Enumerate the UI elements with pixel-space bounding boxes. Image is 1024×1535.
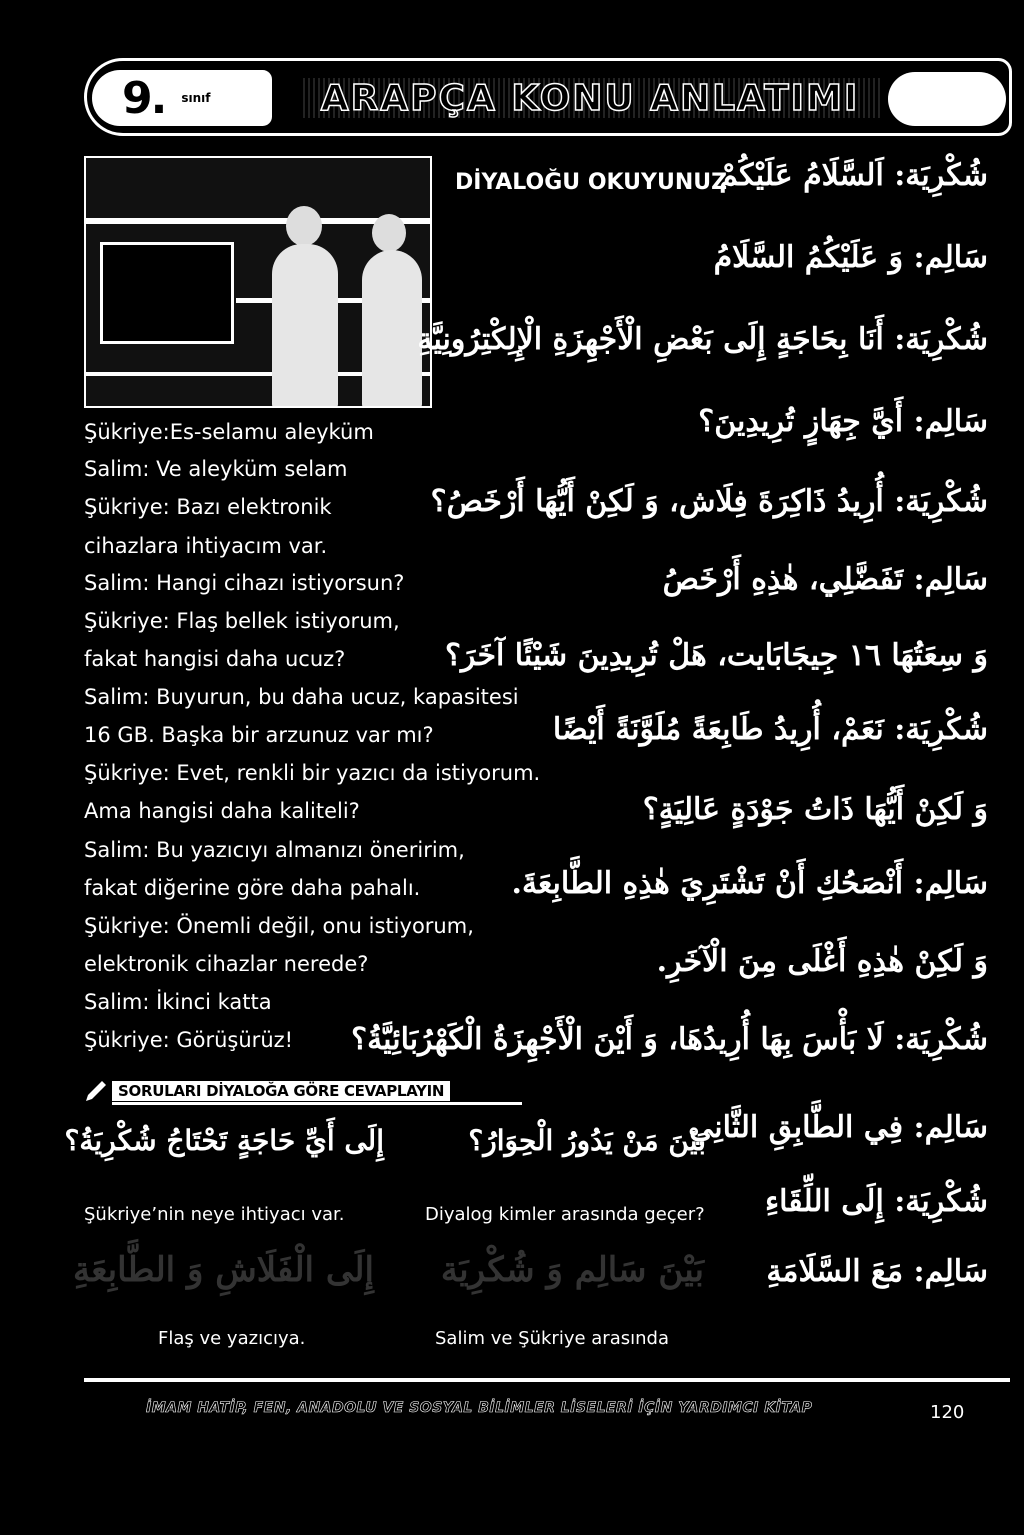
dialog-tr-line: 16 GB. Başka bir arzunuz var mı? <box>84 723 434 747</box>
dialog-tr-line: elektronik cihazlar nerede? <box>84 952 369 976</box>
dialog-ar-line: شُكْرِيَة: إِلَى اللِّقَاءِ <box>765 1184 988 1219</box>
divider <box>112 1102 522 1105</box>
dialog-tr-line: Şükriye: Önemli değil, onu istiyorum, <box>84 914 474 938</box>
grade-badge <box>92 70 272 126</box>
banner-decoration <box>888 72 1006 126</box>
grade-label: sınıf <box>181 91 211 105</box>
question-2-tr: Diyalog kimler arasında geçer? <box>425 1204 705 1225</box>
person-head <box>286 206 322 246</box>
dialog-tr-line: fakat hangisi daha ucuz? <box>84 647 346 671</box>
answer-1-tr: Flaş ve yazıcıya. <box>158 1328 306 1349</box>
pencil-icon <box>84 1079 110 1103</box>
dialog-tr-line: Şükriye:Es-selamu aleyküm <box>84 420 374 444</box>
dialog-tr-line: Salim: Hangi cihazı istiyorsun? <box>84 571 405 595</box>
person-figure <box>272 244 338 408</box>
grade-number: 9. <box>122 72 166 124</box>
dialog-tr-line: Salim: Ve aleyküm selam <box>84 457 348 481</box>
dialog-ar-line: سَالِم: فِي الطَّابِقِ الثَّانِي <box>689 1110 988 1145</box>
footer-divider <box>84 1378 1010 1382</box>
dialog-tr-line: Salim: Buyurun, bu daha ucuz, kapasitesi <box>84 685 519 709</box>
section-heading: DİYALOĞU OKUYUNUZ <box>455 170 728 195</box>
dialog-ar-line: وَ لَكِنْ أَيُّهَا ذَاتُ جَوْدَةٍ عَالِيَةٍ؟ <box>642 792 988 827</box>
answer-2-tr: Salim ve Şükriye arasında <box>435 1328 669 1349</box>
dialog-tr-line: Şükriye: Flaş bellek istiyorum, <box>84 609 400 633</box>
dialog-ar-line: شُكْرِيَة: اَلسَّلَامُ عَلَيْكُمْ <box>719 158 988 193</box>
dialog-ar-line: شُكْرِيَة: أَنَا بِحَاجَةٍ إِلَى بَعْضِ الْأَجْهِزَةِ الْإِلِكْتِرُونِيَّةِ <box>417 322 988 357</box>
answer-1-ar: إِلَى الْفَلَاشِ وَ الطَّابِعَةِ <box>72 1250 374 1290</box>
footer-book-title: İMAM HATİP, FEN, ANADOLU VE SOSYAL BİLİMLER LİSELERİ İÇİN YARDIMCI KİTAP <box>146 1400 813 1416</box>
question-1-tr: Şükriye’nin neye ihtiyacı var. <box>84 1204 345 1225</box>
dialog-tr-line: fakat diğerine göre daha pahalı. <box>84 876 421 900</box>
dialog-ar-line: وَ لَكِنْ هٰذِهِ أَغْلَى مِنَ الْآخَرِ. <box>656 944 988 979</box>
dialog-tr-line: Salim: Bu yazıcıyı almanızı öneririm, <box>84 838 465 862</box>
person-figure <box>362 250 422 408</box>
dialog-tr-line: Salim: İkinci katta <box>84 990 272 1014</box>
dialog-tr-line: Ama hangisi daha kaliteli? <box>84 799 360 823</box>
dialog-ar-line: سَالِم: تَفَضَّلِي، هٰذِهِ أَرْخَصُ <box>662 562 988 597</box>
dialog-tr-line: cihazlara ihtiyacım var. <box>84 534 328 558</box>
dialog-ar-line: شُكْرِيَة: أُرِيدُ ذَاكِرَةَ فِلَاش، وَ لَكِنْ أَيُّهَا أَرْخَصُ؟ <box>430 484 988 519</box>
question-1-ar: إِلَى أَيِّ حَاجَةٍ تَحْتَاجُ شُكْرِيَةُ؟ <box>64 1124 384 1157</box>
answer-2-ar: بَيْنَ سَالِم وَ شُكْرِيَة <box>440 1250 704 1290</box>
dialog-ar-line: سَالِم: مَعَ السَّلَامَةِ <box>766 1254 988 1289</box>
dialog-ar-line: سَالِم: أَيَّ جِهَازٍ تُرِيدِينَ؟ <box>698 404 988 439</box>
dialog-ar-line: وَ سِعَتُهَا ١٦ جِيجَابَايت، هَلْ تُرِيدِينَ شَيْئًا آخَرَ؟ <box>444 638 988 673</box>
question-2-ar: بَيْنَ مَنْ يَدُورُ الْحِوَارُ؟ <box>468 1124 706 1157</box>
page-number: 120 <box>930 1402 965 1423</box>
store-photo <box>84 156 432 408</box>
questions-heading: SORULARI DİYALOĞA GÖRE CEVAPLAYIN <box>112 1081 450 1101</box>
tv-illustration <box>100 242 234 344</box>
dialog-ar-line: شُكْرِيَة: لَا بَأْسَ بِهَا أُرِيدُهَا، وَ أَيْنَ الْأَجْهِزَةُ الْكَهْرُبَائِيَّةُ؟ <box>351 1022 988 1057</box>
dialog-ar-line: سَالِم: وَ عَلَيْكُمُ السَّلَامُ <box>713 240 988 275</box>
page-title: ARAPÇA KONU ANLATIMI <box>300 78 880 118</box>
dialog-ar-line: سَالِم: أَنْصَحُكِ أَنْ تَشْتَرِيَ هٰذِهِ الطَّابِعَةَ. <box>511 866 988 901</box>
dialog-ar-line: شُكْرِيَة: نَعَمْ، أُرِيدُ طَابِعَةً مُلَوَّنَةً أَيْضًا <box>552 712 988 747</box>
dialog-tr-line: Şükriye: Görüşürüz! <box>84 1028 294 1052</box>
dialog-tr-line: Şükriye: Bazı elektronik <box>84 495 332 519</box>
person-head <box>372 214 406 252</box>
dialog-tr-line: Şükriye: Evet, renkli bir yazıcı da istiyorum. <box>84 761 541 785</box>
